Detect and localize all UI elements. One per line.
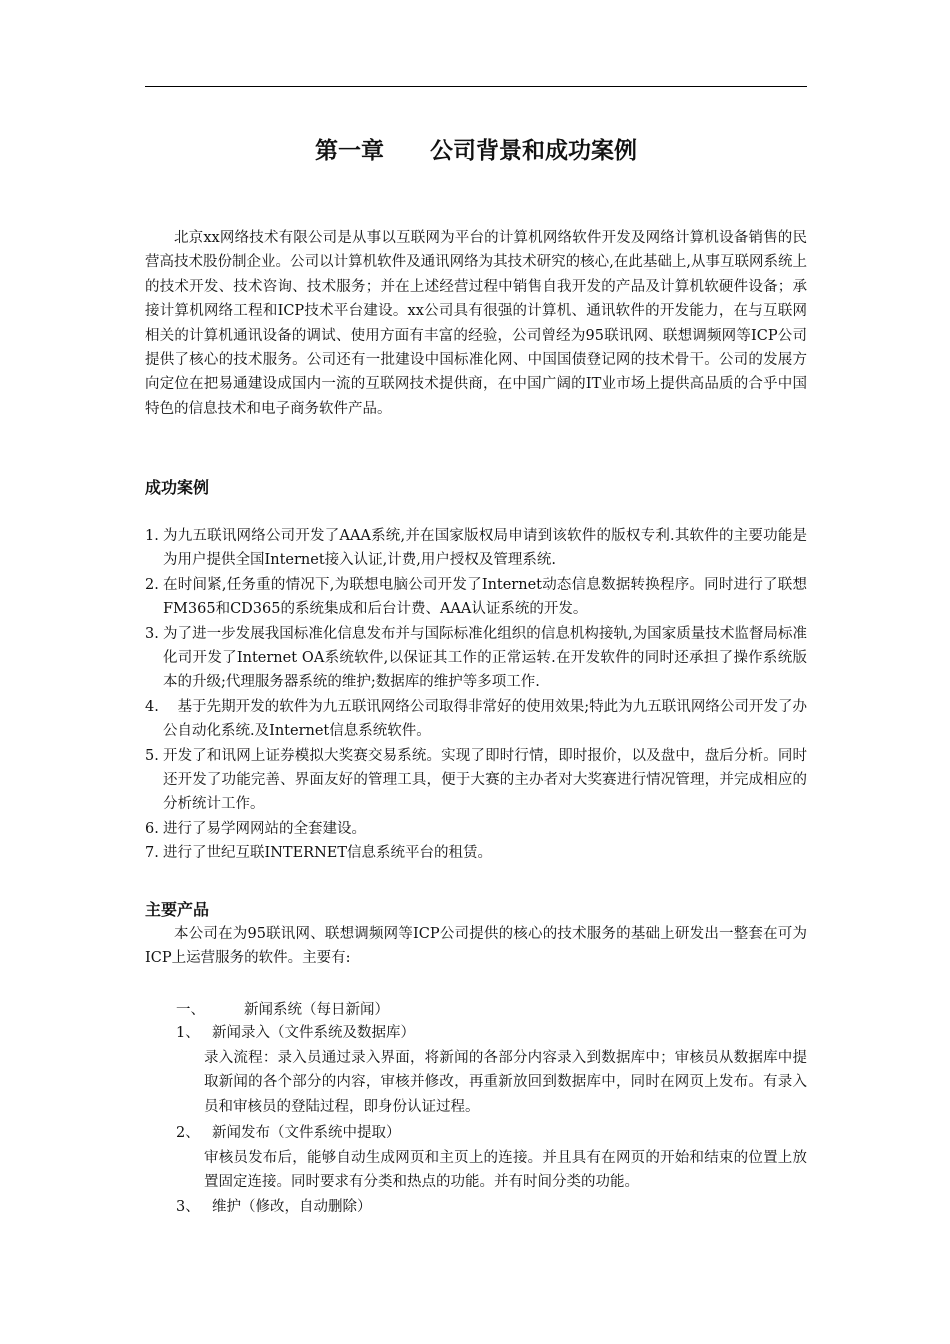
product-item-title: 维护（修改，自动删除） [212, 1199, 372, 1215]
list-item-number: 5. [145, 747, 159, 764]
products-heading: 主要产品 [145, 900, 210, 919]
list-item-number: 7. [145, 845, 159, 862]
list-item-text: 为了进一步发展我国标准化信息发布并与国际标准化组织的信息机构接轨,为国家质量技术监督局标准化司开发了Internet OA系统软件,以保证其工作的正常运转.在开发软件的同时还承担了操作系统版本的升级;代理服务器系统的维护;数据库的维护等多项工作. [163, 625, 807, 691]
list-item [145, 695, 807, 744]
product-item-title: 新闻录入（文件系统及数据库） [212, 1025, 415, 1041]
list-item [145, 573, 807, 622]
list-item-text: 进行了世纪互联INTERNET信息系统平台的租赁。 [163, 845, 493, 862]
product-item-description: 录入流程：录入员通过录入界面，将新闻的各部分内容录入到数据库中；审核员从数据库中提取新闻的各个部分的内容，审核并修改，再重新放回到数据库中，同时在网页上发布。有录入员和审核员的登陆过程，即身份认证过程。 [204, 1050, 807, 1115]
product-item-number: 2、 [176, 1125, 200, 1141]
product-item-title: 新闻发布（文件系统中提取） [212, 1125, 401, 1141]
cases-list [145, 524, 807, 866]
product-section-number: 一、 [176, 1002, 205, 1018]
intro-paragraph: 北京xx网络技术有限公司是从事以互联网为平台的计算机网络软件开发及网络计算机设备销售的民营高技术股份制企业。公司以计算机软件及通讯网络为其技术研究的核心,在此基础上,从事互联网系统上的技术开发、技术咨询、技术服务；并在上述经营过程中销售自我开发的产品及计算机软硬件设备；承接计算机网络工程和ICP技术平台建设。xx公司具有很强的计算机、通讯软件的开发能力，在与互联网相关的计算机通讯设备的调试、使用方面有丰富的经验，公司曾经为95联讯网、联想调频网等ICP公司提供了核心的技术服务。公司还有一批建设中国标准化网、中国国债登记网的技术骨干。公司的发展方向定位在把易通建设成国内一流的互联网技术提供商，在中国广阔的IT业市场上提供高品质的合乎中国特色的信息技术和电子商务软件产品。 [145, 230, 807, 417]
header-rule [145, 86, 807, 87]
list-item-number: 2. [145, 576, 159, 593]
list-item-number: 4. [145, 698, 159, 715]
list-item-number: 1. [145, 528, 159, 544]
list-item-text: 开发了和讯网上证券模拟大奖赛交易系统。实现了即时行情，即时报价，以及盘中，盘后分析。同时还开发了功能完善、界面友好的管理工具，便于大赛的主办者对大奖赛进行情况管理，并完成相应的分析统计工作。 [163, 747, 807, 813]
list-item-text: 在时间紧,任务重的情况下,为联想电脑公司开发了Internet动态信息数据转换程序。同时进行了联想FM365和CD365的系统集成和后台计费、AAA认证系统的开发。 [163, 576, 807, 618]
product-section-title: 新闻系统（每日新闻） [244, 1002, 389, 1018]
products-intro: 本公司在为95联讯网、联想调频网等ICP公司提供的核心的技术服务的基础上研发出一整套在可为ICP上运营服务的软件。主要有: [145, 926, 807, 967]
list-item [145, 622, 807, 695]
product-item-number: 1、 [176, 1025, 200, 1041]
list-item [145, 524, 807, 573]
list-item [145, 744, 807, 817]
cases-heading: 成功案例 [145, 478, 210, 497]
list-item-text: 进行了易学网网站的全套建设。 [163, 820, 366, 837]
list-item-number: 6. [145, 820, 159, 837]
product-item-description: 审核员发布后，能够自动生成网页和主页上的连接。并且具有在网页的开始和结束的位置上放置固定连接。同时要求有分类和热点的功能。并有时间分类的功能。 [204, 1150, 807, 1191]
list-item-text: 基于先期开发的软件为九五联讯网络公司取得非常好的使用效果;特此为九五联讯网络公司开发了办公自动化系统.及Internet信息系统软件。 [163, 698, 807, 740]
list-item [145, 817, 807, 841]
product-item-number: 3、 [176, 1199, 200, 1215]
list-item-text: 为九五联讯网络公司开发了AAA系统,并在国家版权局申请到该软件的版权专利.其软件的主要功能是为用户提供全国Internet接入认证,计费,用户授权及管理系统. [163, 528, 807, 569]
list-item-number: 3. [145, 625, 159, 642]
chapter-title: 第一章 公司背景和成功案例 [315, 138, 637, 164]
list-item [145, 841, 807, 865]
